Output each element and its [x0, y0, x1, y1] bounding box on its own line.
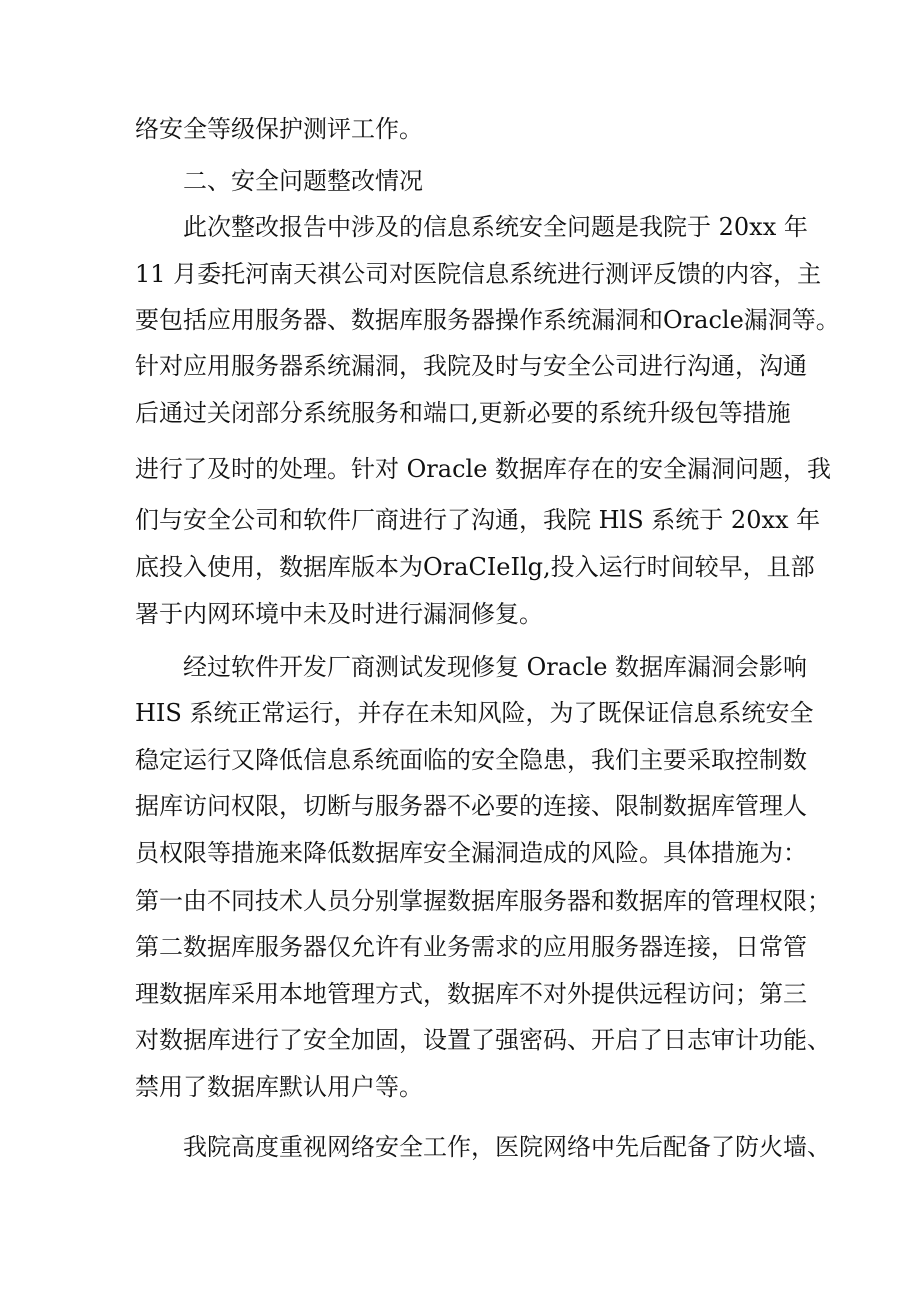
paragraph-line: 络安全等级保护测评工作。	[135, 115, 423, 143]
paragraph-line: 稳定运行又降低信息系统面临的安全隐患，我们主要采取控制数	[135, 746, 807, 774]
paragraph-line: 经过软件开发厂商测试发现修复 Oracle 数据库漏洞会影响	[183, 653, 808, 681]
section-heading: 二、安全问题整改情况	[183, 167, 423, 195]
paragraph-line: 要包括应用服务器、数据库服务器操作系统漏洞和Oracle漏洞等。	[135, 306, 840, 334]
paragraph-line: 第二数据库服务器仅允许有业务需求的应用服务器连接，日常管	[135, 933, 807, 961]
paragraph-line: 后通过关闭部分系统服务和端口,更新必要的系统升级包等措施	[135, 399, 791, 427]
paragraph-line: 11 月委托河南天祺公司对医院信息系统进行测评反馈的内容，主	[135, 260, 822, 288]
paragraph-line: 禁用了数据库默认用户等。	[135, 1073, 423, 1101]
paragraph-line: HIS 系统正常运行，并存在未知风险，为了既保证信息系统安全	[135, 699, 814, 727]
paragraph-line: 第一由不同技术人员分别掌握数据库服务器和数据库的管理权限；	[135, 887, 831, 915]
paragraph-line: 员权限等措施来降低数据库安全漏洞造成的风险。具体措施为：	[135, 839, 807, 867]
paragraph-line: 对数据库进行了安全加固，设置了强密码、开启了日志审计功能、	[135, 1026, 831, 1054]
paragraph-line: 们与安全公司和软件厂商进行了沟通，我院 HlS 系统于 20xx 年	[135, 506, 821, 534]
paragraph-line: 进行了及时的处理。针对 Oracle 数据库存在的安全漏洞问题，我	[135, 455, 832, 483]
paragraph-line: 此次整改报告中涉及的信息系统安全问题是我院于 20xx 年	[183, 213, 808, 241]
paragraph-line: 据库访问权限，切断与服务器不必要的连接、限制数据库管理人	[135, 792, 807, 820]
paragraph-line: 我院高度重视网络安全工作，医院网络中先后配备了防火墙、	[183, 1133, 831, 1161]
paragraph-line: 理数据库采用本地管理方式，数据库不对外提供远程访问；第三	[135, 980, 807, 1008]
paragraph-line: 底投入使用，数据库版本为OraCIeIlg,投入运行时间较早，且部	[135, 553, 815, 581]
paragraph-line: 署于内网环境中未及时进行漏洞修复。	[135, 600, 543, 628]
paragraph-line: 针对应用服务器系统漏洞，我院及时与安全公司进行沟通，沟通	[135, 352, 807, 380]
